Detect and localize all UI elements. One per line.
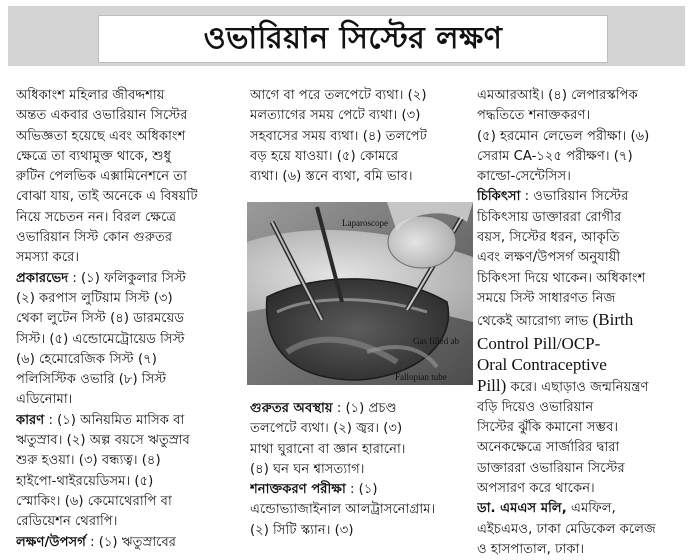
intro-line: অন্তত একবার ওভারিয়ান সিস্টের: [16, 108, 188, 124]
column-2-bottom: [250, 399, 475, 541]
cause-text: : (১) অনিয়মিত মাসিক বা: [44, 412, 185, 428]
symptom-line: সহবাসের সময় ব্যথা। (৪) তলপেট: [250, 128, 427, 144]
diagnosis-line: এমআরআই। (৪) লেপারস্কপিক: [477, 88, 638, 103]
diagnosis-line: (২) সিটি স্ক্যান। (৩): [250, 522, 354, 538]
treatment-line: সিস্টের ঝুঁকি কমানো সম্ভব।: [477, 420, 619, 436]
symptom-text: : (১) ঋতুস্রাবের: [85, 534, 177, 550]
types-line: থেকা লুটেন সিস্ট (৪) ডারময়েড: [16, 311, 185, 327]
page-title: ওভারিয়ান সিস্টের লক্ষণ: [203, 20, 503, 56]
laparoscopy-drawing: [247, 202, 473, 385]
cause-line: স্মোকিং। (৬) কেমোথেরাপি বা: [16, 493, 172, 509]
column-2-top: [250, 86, 475, 187]
symptom-line: ব্যথা। (৬) স্তনে ব্যথা, বমি ভাব।: [250, 169, 413, 185]
column-1: [16, 86, 241, 553]
intro-line: ক্ষেত্রে তা ব্যথামুক্ত থাকে, শুধু: [16, 148, 171, 164]
cause-line: ঋতুস্রাব। (২) অল্প বয়সে ঋতুস্রাব: [16, 433, 190, 449]
diagnosis-heading: শনাক্তকরণ পরীক্ষা: [250, 482, 346, 498]
types-line: এডিনোমা।: [16, 392, 73, 408]
laparoscopy-illustration: [247, 202, 473, 385]
intro-line: বোঝা যায়, তাই অনেকে এ বিষয়টি: [16, 189, 198, 205]
severe-line: (৪) ঘন ঘন শ্বাসত্যাগ।: [250, 461, 365, 477]
treatment-line: সময়ে সিস্ট সাধারণত নিজ: [477, 290, 616, 306]
treatment-text: থেকেই আরোগ্য লাভ: [477, 314, 589, 330]
symptom-line: বড় হয়ে যাওয়া। (৫) কোমরে: [250, 148, 399, 164]
birth-control-line: Control Pill/OCP-: [477, 333, 601, 353]
treatment-line: অপসারণ করে থাকেন।: [477, 481, 595, 497]
gas-label: Gas filled ab: [413, 336, 459, 346]
column-3: [477, 86, 687, 560]
severe-text: : (১) প্রচণ্ড: [332, 401, 397, 416]
diagnosis-line: পদ্ধতিতে শনাক্তকরণ।: [477, 108, 591, 124]
fallopian-tube-label: Fallopian tube: [395, 372, 447, 382]
treatment-text: : ওভারিয়ান সিস্টের: [520, 189, 629, 205]
diagnosis-line: (৫) হরমোন লেভেল পরীক্ষা। (৬): [477, 128, 650, 144]
treatment-line: এবং লক্ষণ/উপসর্গ অনুযায়ী: [477, 250, 621, 266]
author-line: ও হাসপাতাল, ঢাকা।: [477, 541, 585, 557]
treatment-line: [477, 375, 687, 398]
intro-line: নিয়ে সচেতন নন। বিরল ক্ষেত্রে: [16, 209, 177, 225]
treatment-line: চিকিৎসা দিয়ে থাকেন। অধিকাংশ: [477, 270, 646, 286]
author-name: ডা. এমএস মলি,: [477, 501, 567, 517]
title-banner: [8, 6, 685, 66]
title-box: [98, 15, 608, 63]
treatment-line: চিকিৎসায় ডাক্তাররা রোগীর: [477, 209, 622, 225]
intro-line: সমস্যা করে।: [16, 250, 80, 266]
severe-line: তলপেটে ব্যথা। (২) জ্বর। (৩): [250, 421, 403, 437]
symptom-line: আগে বা পরে তলপেটে ব্যথা। (২): [250, 88, 427, 103]
treatment-line: অনেকক্ষেত্রে সার্জারির দ্বারা: [477, 440, 620, 456]
birth-control-text: Pill): [477, 375, 507, 395]
cause-heading: কারণ: [16, 412, 45, 428]
cause-line: রেডিয়েশন থেরাপি।: [16, 514, 118, 530]
types-line: [16, 269, 241, 289]
treatment-line: বয়স, সিস্টের ধরন, আকৃতি: [477, 230, 620, 246]
types-line: পলিসিস্টিক ওভারি (৮) সিস্ট: [16, 372, 167, 388]
author-degree: এমফিল,: [566, 501, 616, 517]
symptom-heading: লক্ষণ/উপসর্গ: [16, 534, 86, 550]
types-text: : (১) ফলিকুলার সিস্ট: [68, 270, 187, 286]
diagnosis-line: সেরাম CA-১২৫ পরীক্ষণ। (৭): [477, 148, 633, 164]
birth-control-line: Oral Contraceptive: [477, 354, 607, 374]
symptom-line: মলত্যাগের সময় পেটে ব্যথা। (৩): [250, 108, 421, 124]
treatment-heading: চিকিৎসা: [477, 189, 521, 205]
cause-line: হাইপো-থাইরয়েডিসম। (৫): [16, 473, 154, 489]
treatment-text: করে। এছাড়াও জন্মনিয়ন্ত্রণ: [506, 379, 649, 395]
types-line: (২) করপাস লুটিয়াম সিস্ট (৩): [16, 290, 173, 306]
treatment-line: [477, 187, 687, 207]
types-line: সিস্ট। (৫) এন্ডোমেট্রোয়েড সিস্ট: [16, 331, 185, 347]
types-line: (৬) হেমোরেজিক সিস্ট (৭): [16, 351, 157, 367]
laparoscope-label: Laparoscope: [342, 218, 388, 228]
diagnosis-line: এন্ডোভ্যাজাইনাল আলট্রাসনোগ্রাম।: [250, 502, 436, 518]
diagnosis-line: কাল্ডো-সেন্টেসিস।: [477, 169, 571, 185]
treatment-line: বড়ি দিয়েও ওভারিয়ান: [477, 399, 594, 415]
intro-line: রুটিন পেলভিক এক্সামিনেশনে তা: [16, 169, 187, 185]
cause-line: [16, 411, 241, 431]
intro-line: অভিজ্ঞতা হয়েছে এবং অধিকাংশ: [16, 128, 186, 144]
treatment-line: ডাক্তাররা ওভারিয়ান সিস্টের: [477, 460, 625, 476]
treatment-line: [477, 309, 687, 332]
cause-line: শুরু হওয়া। (৩) বন্ধ্যত্ব। (৪): [16, 453, 161, 469]
diagnosis-text: : (১): [345, 482, 378, 498]
severe-line: [250, 399, 475, 419]
severe-heading: গুরুতর অবস্থায়: [250, 401, 333, 416]
author-line: এইচএমও, ঢাকা মেডিকেল কলেজ: [477, 521, 656, 537]
birth-control-text: (Birth: [588, 310, 634, 330]
intro-line: অধিকাংশ মহিলার জীবদ্দশায়: [16, 88, 165, 103]
types-heading: প্রকারভেদ: [16, 270, 69, 286]
severe-line: মাথা ঘুরানো বা জ্ঞান হারানো।: [250, 441, 406, 457]
diagnosis-line: [250, 480, 475, 500]
intro-line: ওভারিয়ান সিস্ট কোন গুরুতর: [16, 230, 173, 246]
author-line: [477, 499, 687, 519]
